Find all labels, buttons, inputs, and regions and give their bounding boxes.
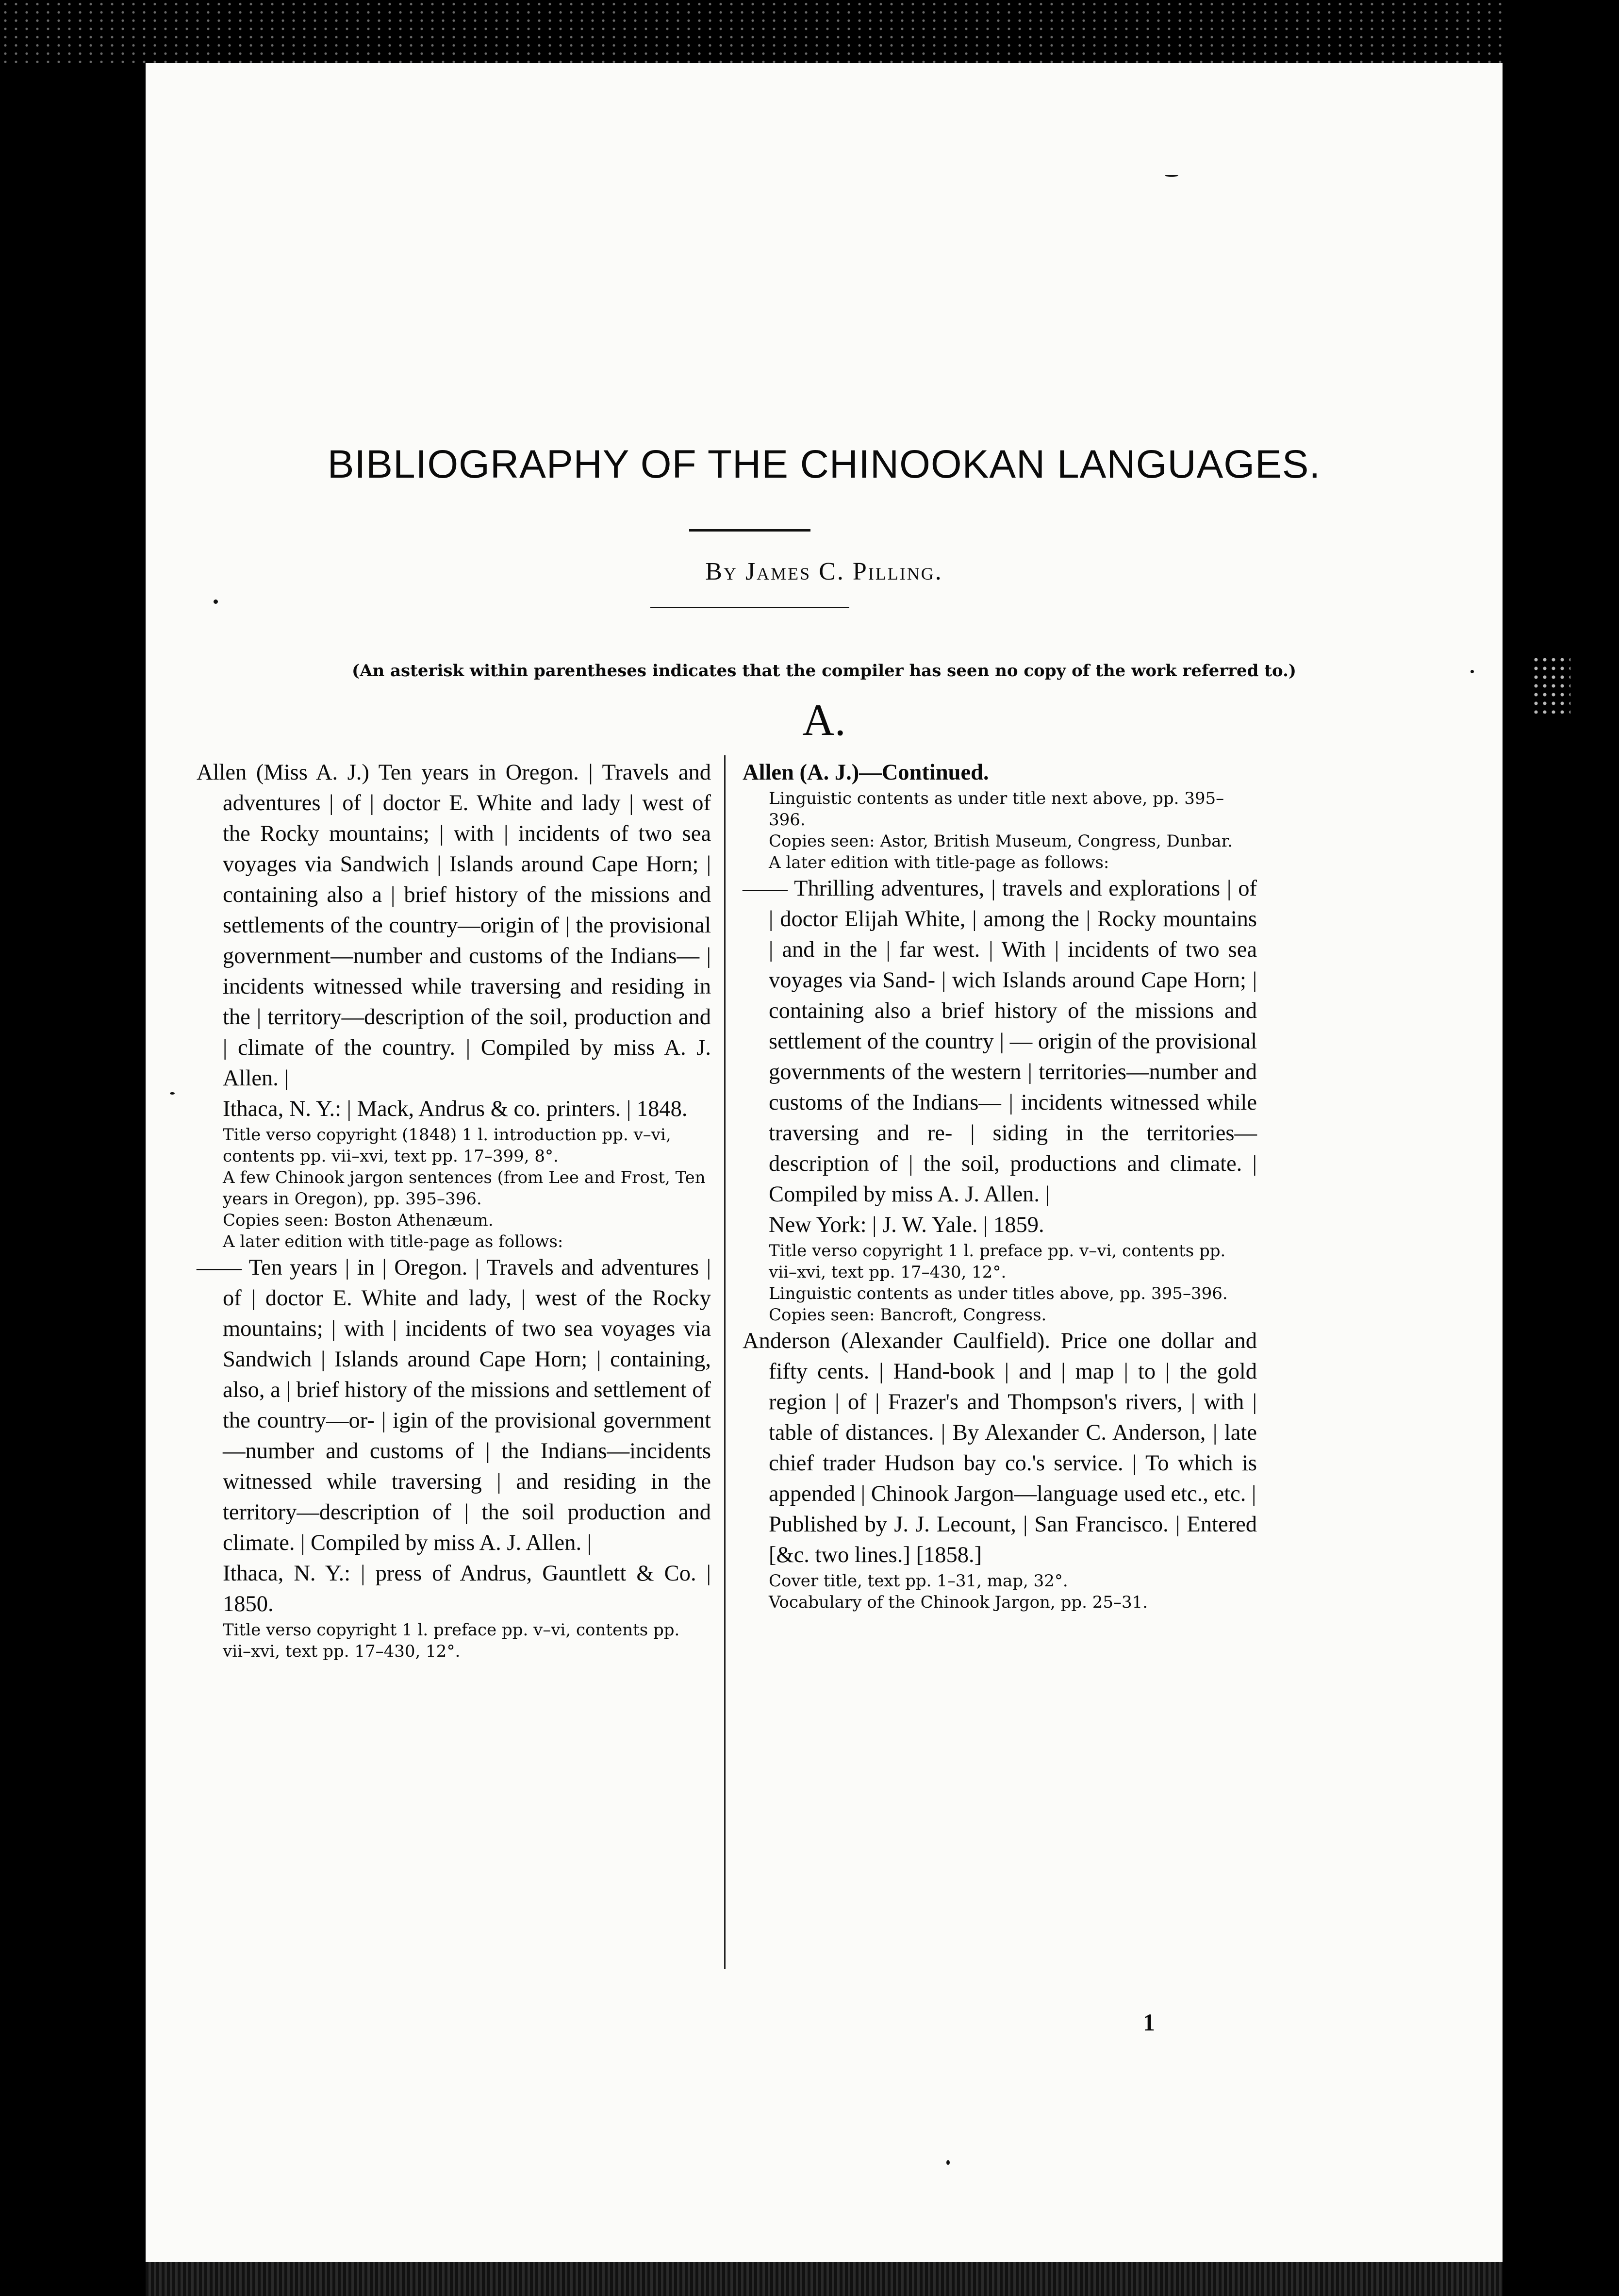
collation-1859: Title verso copyright 1 l. preface pp. v–vi, contents pp. vii–xvi, text pp. 17–430, 12°.	[769, 1241, 1226, 1282]
title-rule	[689, 529, 810, 532]
collation-1850: Title verso copyright 1 l. preface pp. v–vi, contents pp. vii–xvi, text pp. 17–430, 12°.	[223, 1620, 680, 1661]
scan-border-left	[0, 63, 146, 2296]
later-edition-note: A later edition with title-page as follows:	[769, 853, 1109, 872]
entry-allen-1859: —— Thrilling adventures, | travels and explorations | of | doctor Elijah White, | among the | Rocky mountains | and in the | far west. | With | incidents of two sea voyages via Sand- | wich Islands around Cape Horn; | containing also a brief history of the missions and settlement of the country | — origin of the provisional governments of the western | territories—number and customs of the Indians— | incidents witnessed while traversing and re- | siding in the territories—description of | the soil, productions and climate. | Compiled by miss A. J. Allen. |	[743, 876, 1257, 1207]
scan-speck	[1165, 175, 1178, 177]
vocabulary-note-1858: Vocabulary of the Chinook Jargon, pp. 25–31.	[769, 1593, 1148, 1612]
later-edition-note: A later edition with title-page as follows:	[223, 1232, 563, 1251]
scan-speck	[214, 599, 218, 604]
collation-1858: Cover title, text pp. 1–31, map, 32°.	[769, 1571, 1068, 1591]
entry-allen-1848: Allen (Miss A. J.) Ten years in Oregon. | Travels and adventures | of | doctor E. White and lady | west of the Rocky mountains; | with | incidents of two sea voyages via Sandwich | Islands around Cape Horn; | containing also a | brief history of the missions and settlements of the country—origin of | the provisional government—number and customs of the Indians— | incidents witnessed while traversing and residing in the | territory—description of the soil, production and | climate of the country. | Compiled by miss A. J. Allen. |	[197, 760, 711, 1091]
scan-speck	[946, 2160, 950, 2165]
imprint-1850: Ithaca, N. Y.: | press of Andrus, Gauntlett & Co. | 1850.	[223, 1561, 711, 1616]
copies-seen-1859: Copies seen: Bancroft, Congress.	[769, 1305, 1047, 1325]
author-rule	[650, 607, 849, 608]
imprint-1859: New York: | J. W. Yale. | 1859.	[769, 1213, 1044, 1237]
page-number: 1	[1143, 2009, 1155, 2036]
scan-border-top	[0, 0, 1619, 63]
section-letter: A.	[802, 695, 846, 745]
page-title: BIBLIOGRAPHY OF THE CHINOOKAN LANGUAGES.	[327, 442, 1321, 486]
linguistic-contents-1850: Linguistic contents as under title next above, pp. 395–396.	[769, 789, 1224, 830]
scan-border-right	[1503, 0, 1619, 2296]
collation-1848: Title verso copyright (1848) 1 l. introduction pp. v–vi, contents pp. vii–xvi, text pp. 17–399, 8°.	[223, 1125, 671, 1166]
scan-border-bottom	[146, 2262, 1503, 2296]
linguistic-contents-1848: A few Chinook jargon sentences (from Lee and Frost, Ten years in Oregon), pp. 395–396.	[223, 1168, 706, 1209]
scan-speck	[170, 1092, 175, 1095]
copies-seen-1848: Copies seen: Boston Athenæum.	[223, 1211, 494, 1230]
right-column	[743, 757, 1257, 1613]
imprint-1858: Published by J. J. Lecount, | San Francisco. | Entered [&c. two lines.] [1858.]	[769, 1512, 1257, 1567]
copies-seen-1850: Copies seen: Astor, British Museum, Congress, Dunbar.	[769, 832, 1233, 851]
linguistic-contents-1859: Linguistic contents as under titles above, pp. 395–396.	[769, 1284, 1228, 1303]
entry-allen-continued: Allen (A. J.)—Continued.	[743, 760, 989, 785]
entry-allen-1850: —— Ten years | in | Oregon. | Travels and adventures | of | doctor E. White and lady, | west of the Rocky mountains; | with | incidents of two sea voyages via Sandwich | Islands around Cape Horn; | containing, also, a | brief history of the missions and settlement of the country—or- | igin of the provisional government—number and customs of | the Indians—incidents witnessed while traversing | and residing in the territory—description of | the soil production and climate. | Compiled by miss A. J. Allen. |	[197, 1255, 711, 1555]
column-divider	[724, 755, 726, 1969]
imprint-1848: Ithaca, N. Y.: | Mack, Andrus & co. printers. | 1848.	[223, 1097, 688, 1121]
entry-anderson-1858: Anderson (Alexander Caulfield). Price one dollar and fifty cents. | Hand-book | and | map | to | the gold region | of | Frazer's and Thompson's rivers, | with | table of distances. | By Alexander C. Anderson, | late chief trader Hudson bay co.'s service. | To which is appended | Chinook Jargon—language used etc., etc. |	[743, 1329, 1257, 1506]
author-line: By James C. Pilling.	[705, 558, 943, 585]
left-column	[197, 757, 711, 1662]
asterisk-note: (An asterisk within parentheses indicates that the compiler has seen no copy of the work referred to.)	[351, 661, 1296, 681]
